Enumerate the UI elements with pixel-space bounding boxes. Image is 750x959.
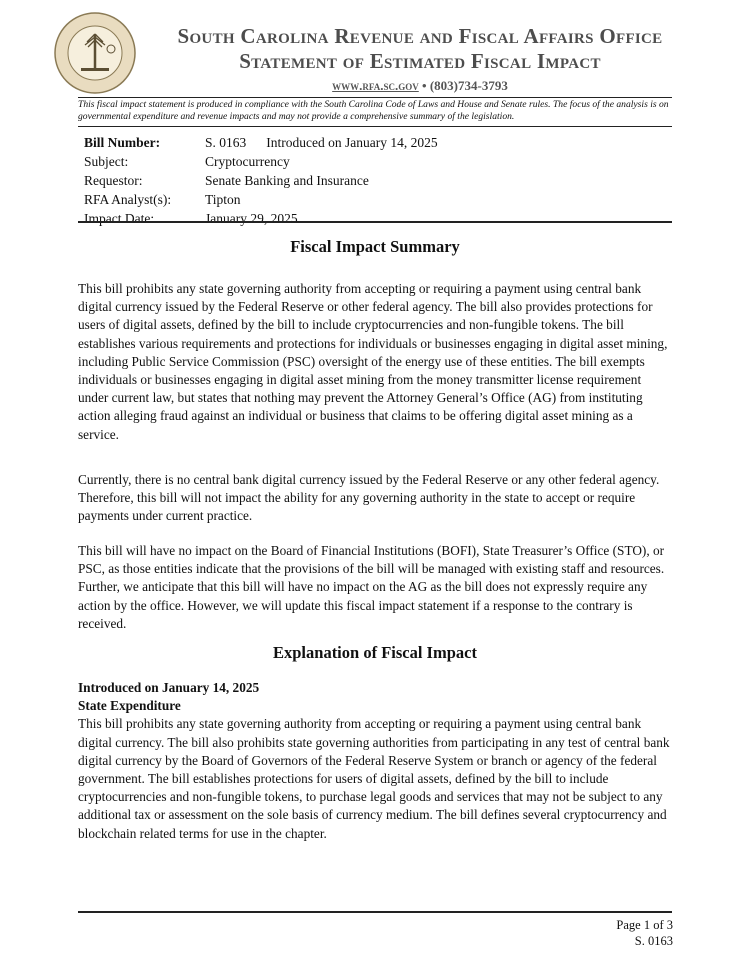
impact-date-value: January 29, 2025 bbox=[205, 211, 298, 226]
introduced-date: Introduced on January 14, 2025 bbox=[266, 135, 438, 150]
footer-bill-number: S. 0163 bbox=[634, 934, 673, 948]
state-seal-logo bbox=[54, 12, 136, 94]
state-expenditure-subheading: State Expenditure bbox=[78, 698, 181, 714]
title-block bbox=[140, 24, 700, 94]
explanation-heading: Explanation of Fiscal Impact bbox=[273, 643, 477, 662]
introduced-subheading: Introduced on January 14, 2025 bbox=[78, 680, 260, 695]
contact-separator: • bbox=[422, 78, 427, 93]
statement-title: Statement of Estimated Fiscal Impact bbox=[239, 49, 601, 73]
footer-divider bbox=[78, 911, 672, 913]
phone-number: (803)734-3793 bbox=[429, 78, 508, 93]
subject-row bbox=[84, 152, 664, 171]
requestor-value: Senate Banking and Insurance bbox=[205, 173, 369, 188]
contact-line bbox=[140, 78, 700, 94]
analyst-label: RFA Analyst(s): bbox=[84, 192, 172, 207]
summary-paragraph-3: This bill will have no impact on the Board of Financial Institutions (BOFI), State Treasurer’s Office (STO), or PSC, as those entities indicate that the provisions of the bill will be managed with existing staff and resources. Further, we anticipate that this bill will have no impact on the AG as the bill does not expressly require any action by the office. However, we will update this fiscal impact statement if a response to the contrary is received. bbox=[78, 543, 665, 631]
bill-info-table bbox=[84, 133, 664, 228]
info-divider bbox=[78, 221, 672, 223]
fiscal-impact-summary-heading: Fiscal Impact Summary bbox=[290, 237, 460, 256]
summary-paragraph-1: This bill prohibits any state governing authority from accepting or requiring a payment using central bank digital currency issued by the Federal Reserve or other federal agency. The bill also provides protections for users of digital assets, defined by the bill to include cryptocurrencies and non-fungible tokens. The bill establishes various requirements and protections for individuals or businesses engaging in digital asset mining, including Public Service Commission (PSC) oversight of the energy use of these entities. The bill exempts individuals or businesses engaging in digital asset mining from the money transmitter license requirement under current law, but states that nothing may prevent the Attorney General’s Office (AG) from instituting action alleging fraud against an individual or business that claims to be offering digital asset mining as a service. bbox=[78, 281, 668, 442]
analyst-value: Tipton bbox=[205, 192, 241, 207]
disclaimer-text: This fiscal impact statement is produced in compliance with the South Carolina Code of Laws and House and Senate rules. The focus of the analysis is on governmental expenditure and revenue impacts and may not provide a comprehensive summary of the legislation. bbox=[78, 99, 669, 122]
impact-date-label: Impact Date: bbox=[84, 211, 155, 226]
requestor-label: Requestor: bbox=[84, 173, 143, 188]
subject-label: Subject: bbox=[84, 154, 129, 169]
analyst-row bbox=[84, 190, 664, 209]
page-footer bbox=[616, 917, 673, 949]
document-header bbox=[0, 0, 750, 100]
website-link[interactable]: www.rfa.sc.gov bbox=[332, 78, 419, 93]
bill-number-value: S. 0163 bbox=[205, 135, 247, 150]
subject-value: Cryptocurrency bbox=[205, 154, 290, 169]
requestor-row bbox=[84, 171, 664, 190]
explanation-section bbox=[78, 679, 674, 843]
explanation-paragraph-1: This bill prohibits any state governing authority from accepting or requiring a payment using central bank digital currency. The bill also prohibits state governing authorities from participating in any test of central bank digital currency by the Board of Governors of the Federal Reserve System or branch or agency of the federal government. The bill establishes protections for users of digital assets, defined by the bill to include cryptocurrencies and non-fungible tokens, to purchase legal goods and services that may not be subject to any additional tax or assessment on the sole basis of currency medium. The bill defines several cryptocurrency and blockchain related terms for use in the chapter. bbox=[78, 716, 670, 841]
page-number: Page 1 of 3 bbox=[616, 918, 673, 932]
summary-paragraph-2: Currently, there is no central bank digital currency issued by the Federal Reserve or any other federal agency. Therefore, this bill will not impact the ability for any governing authority in the state to accept or require payments under current practice. bbox=[78, 472, 660, 524]
bill-number-row bbox=[84, 133, 664, 152]
impact-date-row bbox=[84, 209, 664, 228]
header-divider bbox=[78, 97, 672, 98]
bill-number-label: Bill Number: bbox=[84, 135, 161, 150]
office-title: South Carolina Revenue and Fiscal Affairs Office bbox=[177, 24, 663, 48]
disclaimer-divider bbox=[78, 126, 672, 127]
